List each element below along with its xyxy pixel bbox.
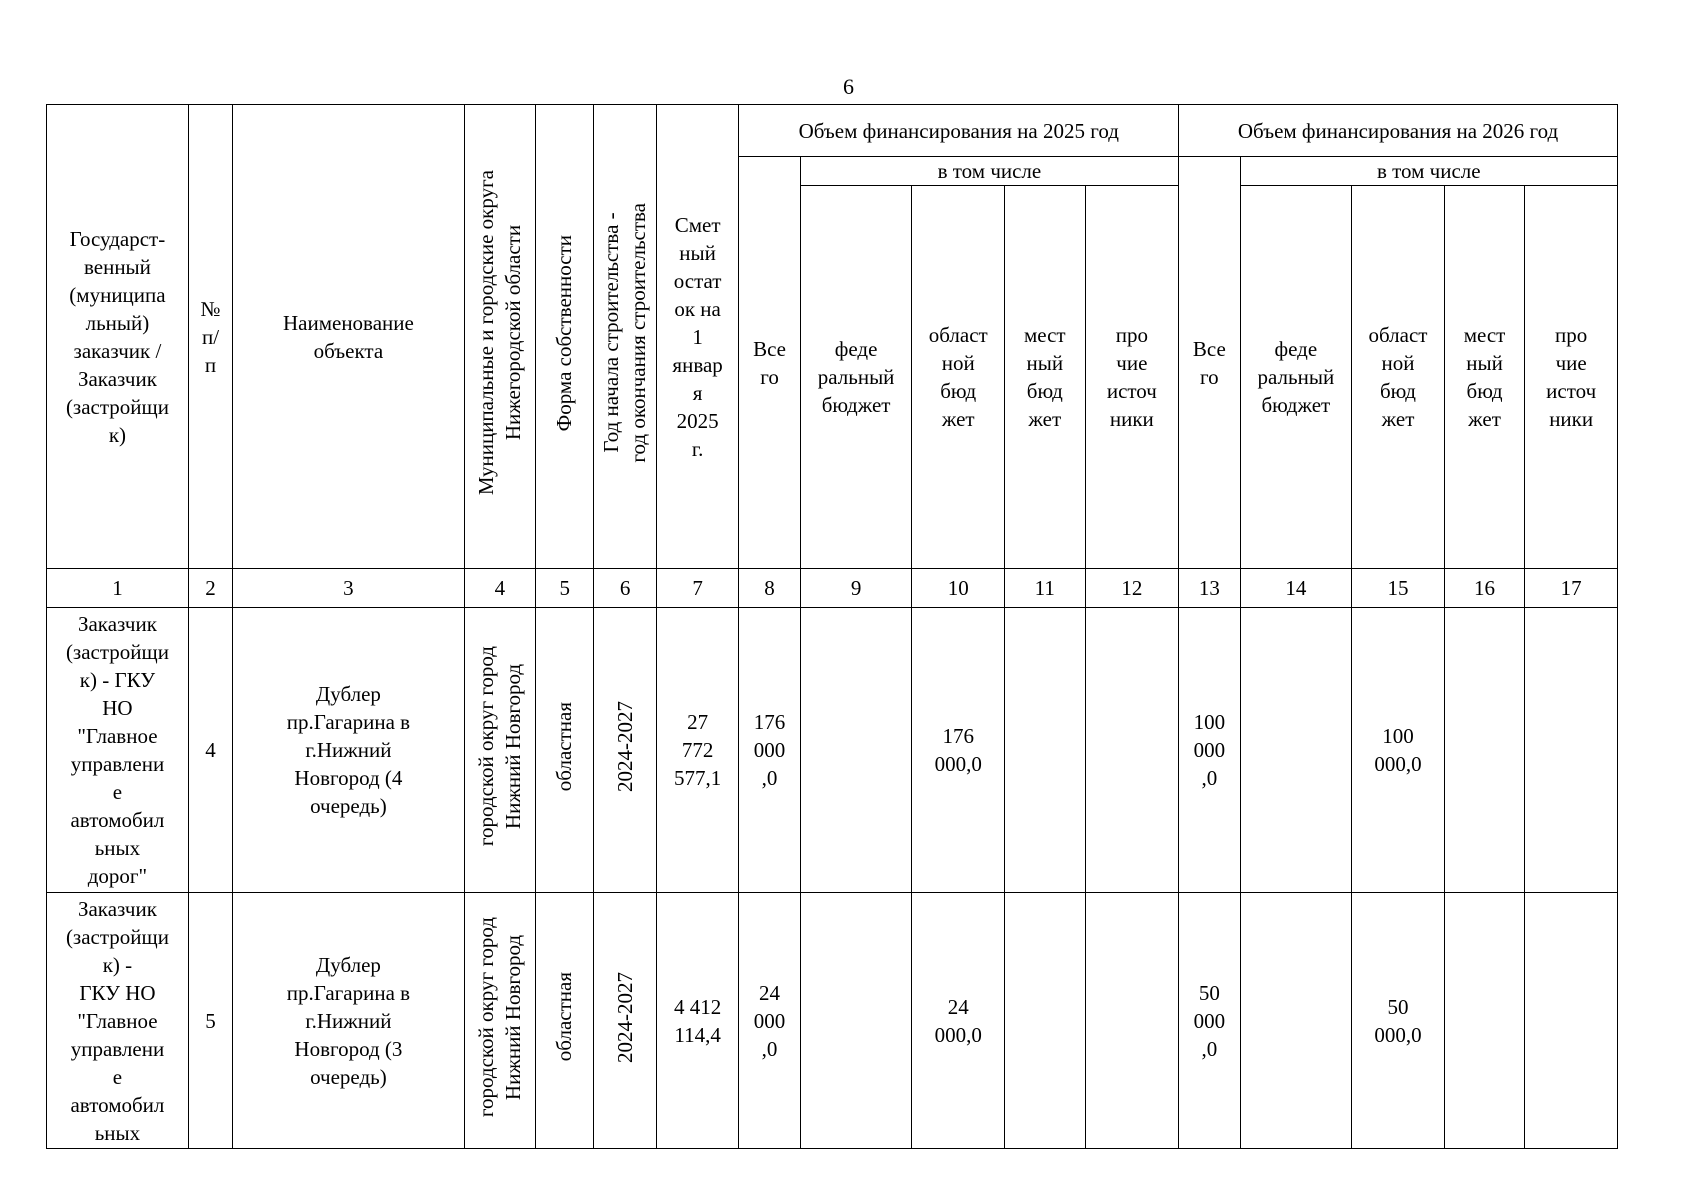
row-total-2025: 24 000 ,0: [739, 893, 800, 1149]
row-years-cell: [594, 893, 656, 1149]
header-municipality: Муниципальные и городские округа Нижегородской области: [473, 170, 525, 496]
column-number: 6: [594, 569, 656, 608]
row-customer: Заказчик (застройщи к) - ГКУ НО "Главное управлени е автомобил ьных: [47, 893, 189, 1149]
row-object-name: Дублер пр.Гагарина в г.Нижний Новгород (3 очередь): [233, 893, 464, 1149]
header-local-2025: мест ный бюд жет: [1005, 186, 1086, 569]
row-federal-2026: [1240, 608, 1352, 893]
row-years: 2024-2027: [612, 971, 637, 1063]
row-local-2025: [1005, 893, 1086, 1149]
row-ownership-cell: [536, 608, 594, 893]
table-row: [47, 893, 1618, 1149]
column-number: 1: [47, 569, 189, 608]
header-regional-2026: област ной бюд жет: [1352, 186, 1445, 569]
header-estimate: Смет ный остат ок на 1 январ я 2025 г.: [656, 105, 739, 569]
row-number: 5: [188, 893, 232, 1149]
header-federal-2026: феде ральный бюджет: [1240, 186, 1352, 569]
header-municipality-cell: [464, 105, 535, 569]
header-local-2026: мест ный бюд жет: [1444, 186, 1525, 569]
header-number: № п/ п: [188, 105, 232, 569]
row-other-2026: [1525, 608, 1618, 893]
row-total-2026: 100 000 ,0: [1179, 608, 1240, 893]
row-years: 2024-2027: [612, 701, 637, 792]
column-number-row: [47, 569, 1618, 608]
funding-table: [46, 104, 1618, 1149]
column-number: 13: [1179, 569, 1240, 608]
table-row: [47, 608, 1618, 893]
row-local-2025: [1005, 608, 1086, 893]
column-number: 9: [800, 569, 912, 608]
column-number: 17: [1525, 569, 1618, 608]
row-ownership: областная: [552, 972, 577, 1062]
header-customer: Государст- венный (муниципа льный) заказчик / Заказчик (застройщи к): [47, 105, 189, 569]
column-number: 16: [1444, 569, 1525, 608]
row-other-2026: [1525, 893, 1618, 1149]
row-local-2026: [1444, 608, 1525, 893]
header-federal-2025: феде ральный бюджет: [800, 186, 912, 569]
row-municipality: городской округ город Нижний Новгород: [473, 646, 525, 847]
column-number: 8: [739, 569, 800, 608]
column-number: 3: [233, 569, 464, 608]
row-customer: Заказчик (застройщи к) - ГКУ НО "Главное управлени е автомобил ьных дорог": [47, 608, 189, 893]
row-municipality-cell: [464, 608, 535, 893]
row-estimate: 4 412 114,4: [656, 893, 739, 1149]
row-total-2026: 50 000 ,0: [1179, 893, 1240, 1149]
row-regional-2025: 24 000,0: [912, 893, 1005, 1149]
header-funding-2026: Объем финансирования на 2026 год: [1179, 105, 1618, 157]
row-federal-2026: [1240, 893, 1352, 1149]
header-years-cell: [594, 105, 656, 569]
column-number: 14: [1240, 569, 1352, 608]
header-total-2025: Все го: [739, 157, 800, 569]
header-total-2026: Все го: [1179, 157, 1240, 569]
header-regional-2025: област ной бюд жет: [912, 186, 1005, 569]
row-number: 4: [188, 608, 232, 893]
row-municipality-cell: [464, 893, 535, 1149]
column-number: 7: [656, 569, 739, 608]
header-other-2026: про чие источ ники: [1525, 186, 1618, 569]
row-ownership: областная: [552, 701, 577, 792]
row-federal-2025: [800, 608, 912, 893]
column-number: 2: [188, 569, 232, 608]
row-object-name: Дублер пр.Гагарина в г.Нижний Новгород (4 очередь): [233, 608, 464, 893]
column-number: 4: [464, 569, 535, 608]
row-local-2026: [1444, 893, 1525, 1149]
row-other-2025: [1085, 608, 1179, 893]
row-municipality: городской округ город Нижний Новгород: [473, 916, 525, 1118]
row-federal-2025: [800, 893, 912, 1149]
column-number: 11: [1005, 569, 1086, 608]
header-object-name: Наименование объекта: [233, 105, 464, 569]
column-number: 10: [912, 569, 1005, 608]
row-years-cell: [594, 608, 656, 893]
header-ownership-cell: [536, 105, 594, 569]
header-funding-2025: Объем финансирования на 2025 год: [739, 105, 1179, 157]
header-other-2025: про чие источ ники: [1085, 186, 1179, 569]
row-regional-2026: 100 000,0: [1352, 608, 1445, 893]
page-number: 6: [843, 74, 854, 99]
column-number: 5: [536, 569, 594, 608]
row-regional-2026: 50 000,0: [1352, 893, 1445, 1149]
row-total-2025: 176 000 ,0: [739, 608, 800, 893]
header-including-2025: в том числе: [800, 157, 1178, 186]
column-number: 12: [1085, 569, 1179, 608]
row-estimate: 27 772 577,1: [656, 608, 739, 893]
header-including-2026: в том числе: [1240, 157, 1617, 186]
column-number: 15: [1352, 569, 1445, 608]
row-ownership-cell: [536, 893, 594, 1149]
header-ownership: Форма собственности: [552, 234, 577, 432]
row-regional-2025: 176 000,0: [912, 608, 1005, 893]
row-other-2025: [1085, 893, 1179, 1149]
header-years: Год начала строительства - год окончания строительства: [599, 203, 651, 463]
